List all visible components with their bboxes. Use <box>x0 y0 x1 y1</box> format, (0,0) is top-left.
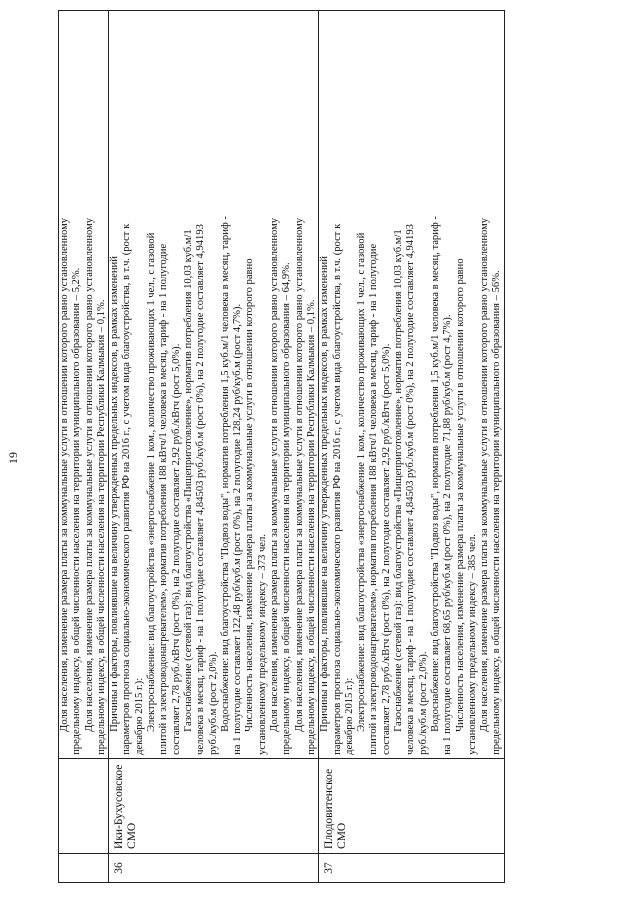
text-line: предельному индексу, в общей численности населения на территории муниципального образования – 56%. <box>491 270 503 755</box>
text-line: плитой и электроводонагревателем», норматив потребления 188 кВтч/1 человека в месяц, тариф - на 1 полугодие <box>158 243 170 755</box>
text-line: параметров прогноза социально-экономического развития РФ на 2016 г., с учетом вида благоустройства, в т.ч. (рост к <box>331 223 343 755</box>
text-line: предельному индексу, в общей численности населения на территории Республики Калмыкия – 0,1%. <box>95 299 107 755</box>
text-line: плитой и электроводонагревателем», норматив потребления 188 кВтч/1 человека в месяц, тариф - на 1 полугодие <box>368 243 380 755</box>
text-line: человека в месяц, тариф - на 1 полугодие составляет 4,84503 руб./куб.м (рост 0%), на 2 полугодие составляет 4,94193 <box>195 224 207 755</box>
text-line: Причины и факторы, повлиявшие на величину утвержденных предельных индексов, в рамках изменений <box>109 256 121 732</box>
text-line: руб./куб.м (рост 2,0%). <box>207 651 219 755</box>
text-line: установленному предельному индексу – 373 чел. <box>256 534 268 755</box>
text-line: Доля населения, изменение размера платы за коммунальные услуги в отношении которого равно установленному <box>269 217 281 732</box>
text-line: на 1 полугодие составляет 68,65 руб/куб.м (рост 0%), на 2 полугодие 71,88 руб/куб.м (рост 4,7%). <box>442 314 454 755</box>
row-number <box>59 853 109 882</box>
text-line: Доля населения, изменение размера платы за коммунальные услуги в отношении которого равно установленному <box>59 217 70 732</box>
text-line: составляет 2,78 руб./кВтч (рост 0%), на 2 полугодие составляет 2,92 руб./кВтч (рост 5,0%). <box>380 343 392 755</box>
tariff-table-body <box>59 11 505 883</box>
text-line: установленному предельному индексу – 385 чел. <box>466 534 478 755</box>
text-line: человека в месяц, тариф - на 1 полугодие составляет 4,84503 руб./куб.м (рост 0%), на 2 полугодие составляет 4,94193 <box>405 224 417 755</box>
text-line: декабрю 2015 г.): <box>343 677 355 755</box>
table-row <box>319 11 504 883</box>
description-cell <box>109 11 319 759</box>
row-number: 36 <box>109 853 319 882</box>
page-number: 19 <box>6 452 20 464</box>
description-cell <box>59 11 109 759</box>
text-line: составляет 2,78 руб./кВтч (рост 0%), на 2 полугодие составляет 2,92 руб./кВтч (рост 5,0%). <box>170 343 182 755</box>
text-line: Численность населения, изменение размера платы за коммунальные услуги в отношении которого равно <box>454 258 466 732</box>
text-line: Доля населения, изменение размера платы за коммунальные услуги в отношении которого равно установленному <box>479 217 491 732</box>
text-line: Численность населения, изменение размера платы за коммунальные услуги в отношении которого равно <box>244 258 256 732</box>
text-line: Причины и факторы, повлиявшие на величину утвержденных предельных индексов, в рамках изменений <box>319 256 331 732</box>
municipality-name: Плодовитенское СМО <box>319 758 504 853</box>
text-line: предельному индексу, в общей численности населения на территории Республики Калмыкия – 0,1%. <box>305 299 317 755</box>
tariff-table <box>58 10 505 883</box>
description-cell <box>319 11 504 759</box>
text-line: руб./куб.м (рост 2,0%). <box>417 651 429 755</box>
text-line: предельному индексу, в общей численности населения на территории муниципального образования – 64,9%. <box>281 262 293 755</box>
text-line: параметров прогноза социально-экономического развития РФ на 2016 г., с учетом вида благоустройства, в т.ч. (рост к <box>121 223 133 755</box>
text-line: Электроснабжение: вид благоустройства «энергоснабжение 1 ком., количество проживающих 1 чел., с газовой <box>356 232 368 732</box>
text-line: на 1 полугодие составляет 122,48 руб/куб.м (рост 0%), на 2 полугодие 128,24 руб/куб.м (рост 4,7%). <box>232 303 244 755</box>
municipality-name: Ики-Бухусовское СМО <box>109 758 319 853</box>
municipality-name <box>59 758 109 853</box>
text-line: Доля населения, изменение размера платы за коммунальные услуги в отношении которого равно установленному <box>83 217 95 732</box>
text-line: Водоснабжение: вид благоустройства "Подвоз воды", норматив потребления 1,5 куб.м/1 человека в месяц, тариф - <box>429 216 441 732</box>
text-line: Доля населения, изменение размера платы за коммунальные услуги в отношении которого равно установленному <box>293 217 305 732</box>
text-line: Газоснабжение (сетевой газ): вид благоустройства «Пищеприготовление», норматив потребления 10,03 куб.м/1 <box>182 229 194 732</box>
table-row <box>109 11 319 883</box>
text-line: Газоснабжение (сетевой газ): вид благоустройства «Пищеприготовление», норматив потребления 10,03 куб.м/1 <box>393 229 405 732</box>
table-row <box>59 11 109 883</box>
text-line: Водоснабжение: вид благоустройства "Подвоз воды", норматив потребления 1,5 куб.м/1 человека в месяц, тариф - <box>219 216 231 732</box>
text-line: предельному индексу, в общей численности населения на территории муниципального образования – 5,2%. <box>71 267 83 755</box>
text-line: Электроснабжение: вид благоустройства «энергоснабжение 1 ком., количество проживающих 1 чел., с газовой <box>146 232 158 732</box>
row-number: 37 <box>319 853 504 882</box>
text-line: декабрю 2015 г.): <box>133 677 145 755</box>
